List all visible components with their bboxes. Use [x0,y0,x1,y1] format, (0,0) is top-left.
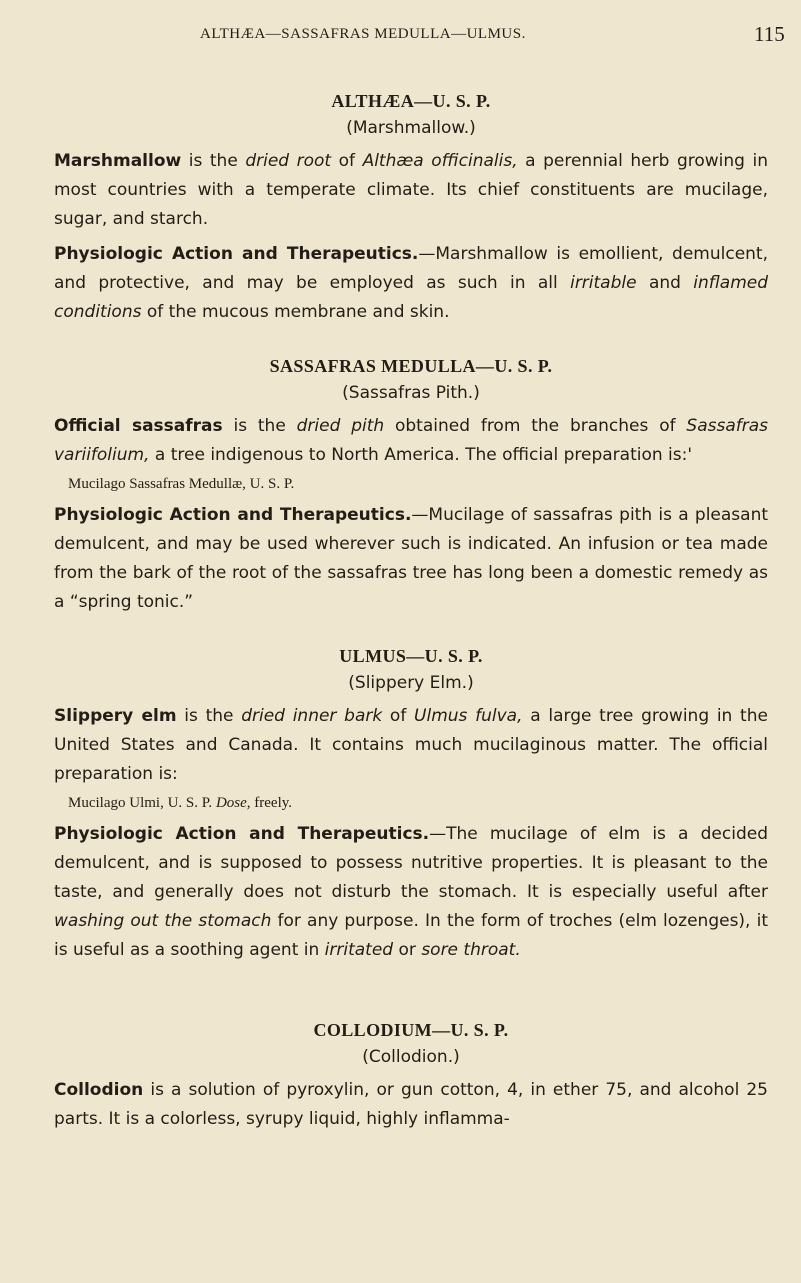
section-collodium [54,1017,768,1134]
lead-term: Physiologic Action and Therapeutics. [54,824,430,844]
text-run: of the mucous membrane and skin. [141,302,450,322]
text-run: is a solution of pyroxylin, or gun cotton, 4, in ether 75, and alcohol 25 parts. It is a colorless, syrupy liquid, highly inflamma- [54,1080,768,1129]
paragraph-therapeutics [54,501,768,617]
text-run: is the [181,151,246,171]
lead-term: Physiologic Action and Therapeutics. [54,244,419,264]
text-run: of [382,706,415,726]
official-preparation [68,792,768,814]
text-run: obtained from the branches of [384,416,687,436]
section-subtitle: (Sassafras Pith.) [342,383,480,403]
paragraph-therapeutics [54,240,768,327]
italic-term: irritated [324,940,394,960]
section-subtitle: (Slippery Elm.) [348,673,474,693]
text-run: a large tree growing in the United States and Canada. It contains much mucilaginous matter. The official preparation is: [54,706,768,784]
section-gap [54,327,768,353]
italic-term: dried pith [296,416,385,436]
page-body [54,88,768,1134]
section-althaea [54,88,768,327]
text-run: freely. [250,795,293,811]
lead-term: Slippery elm [54,706,177,726]
text-run: —Marshmallow is emollient, demulcent, and protective, and may be employed as such in all [54,244,769,293]
italic-term: Althæa officinalis, [362,151,518,171]
section-ulmus [54,643,768,965]
running-title: ALTHÆA—SASSAFRAS MEDULLA—ULMUS. [200,26,526,42]
italic-term: washing out the stomach [54,911,272,931]
official-preparation: Mucilago Sassafras Medullæ, U. S. P. [68,476,295,492]
text-run: a perennial herb growing in most countries with a temperate climate. Its chief constituents are mucilage, sugar, and starch. [54,151,768,229]
italic-term: dried inner bark [241,706,383,726]
italic-term: Dose, [215,795,251,811]
lead-term: Physiologic Action and Therapeutics. [54,505,412,525]
paragraph-therapeutics [54,820,768,965]
italic-term: dried root [245,151,332,171]
italic-term: inflamed conditions [54,273,769,322]
text-run: —Mucilage of sassafras pith is a pleasant demulcent, and may be used wherever such is indicated. An infusion or tea made from the bark of the root of the sassafras tree has long been a domestic remedy as a “spring tonic.” [54,505,769,612]
section-gap [54,965,768,1017]
running-head [0,20,801,46]
section-subtitle: (Marshmallow.) [346,118,476,138]
section-title: COLLODIUM—U. S. P. [313,1020,509,1040]
text-run: for any purpose. In the form of troches (elm lozenges), it is useful as a soothing agent in [54,911,768,960]
italic-term: irritable [570,273,637,293]
italic-term: Ulmus fulva, [414,706,523,726]
text-run: is the [176,706,242,726]
section-title: ULMUS—U. S. P. [339,646,483,666]
section-title: SASSAFRAS MEDULLA—U. S. P. [269,356,553,376]
text-run: or [393,940,422,960]
section-title: ALTHÆA—U. S. P. [331,91,491,111]
paragraph-description [54,1076,768,1134]
text-run: Mucilago Ulmi, U. S. P. [68,795,216,811]
lead-term: Official sassafras [54,416,223,436]
text-run: of [331,151,363,171]
italic-term: Sassafras variifolium, [54,416,768,465]
text-run: is the [222,416,297,436]
paragraph-description [54,412,768,470]
italic-term: sore throat. [421,940,521,960]
paragraph-description [54,147,768,234]
lead-term: Collodion [54,1080,144,1100]
lead-term: Marshmallow [54,151,182,171]
text-run: and [636,273,694,293]
text-run: a tree indigenous to North America. The official preparation is:' [149,445,693,465]
section-sassafras [54,353,768,617]
paragraph-description [54,702,768,789]
text-run: —The mucilage of elm is a decided demulcent, and is supposed to possess nutritive properties. It is pleasant to the taste, and generally does not disturb the stomach. It is especially useful after [54,824,769,902]
section-subtitle: (Collodion.) [362,1047,460,1067]
section-gap [54,617,768,643]
page-number: 115 [754,22,785,46]
